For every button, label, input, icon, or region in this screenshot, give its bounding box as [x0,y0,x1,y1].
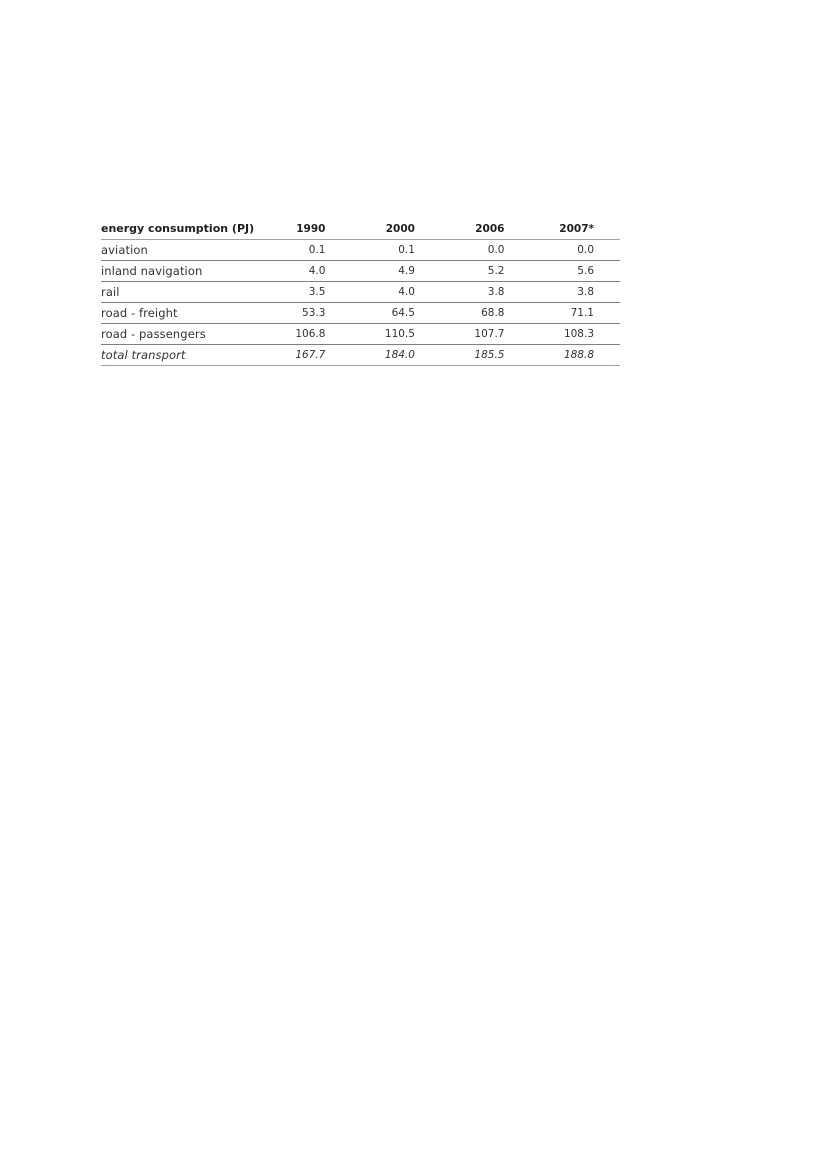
table-row [101,261,620,282]
row-value: 107.7 [441,324,531,345]
row-label: road - passengers [101,324,262,345]
row-value: 110.5 [351,324,441,345]
row-value: 3.8 [441,282,531,303]
row-value: 5.2 [441,261,531,282]
total-label: total transport [101,345,262,366]
row-label: aviation [101,240,262,261]
total-value: 185.5 [441,345,531,366]
row-value: 5.6 [530,261,620,282]
row-value: 71.1 [530,303,620,324]
row-value: 4.0 [351,282,441,303]
header-label: energy consumption (PJ) [101,219,262,240]
header-year-2000: 2000 [351,219,441,240]
row-value: 3.8 [530,282,620,303]
header-year-2006: 2006 [441,219,531,240]
total-row [101,345,620,366]
row-value: 108.3 [530,324,620,345]
table-row [101,324,620,345]
row-value: 0.1 [351,240,441,261]
row-value: 0.0 [530,240,620,261]
row-value: 4.9 [351,261,441,282]
total-value: 184.0 [351,345,441,366]
row-label: road - freight [101,303,262,324]
row-value: 106.8 [262,324,352,345]
row-value: 53.3 [262,303,352,324]
row-value: 0.0 [441,240,531,261]
total-value: 167.7 [262,345,352,366]
row-label: inland navigation [101,261,262,282]
total-value: 188.8 [530,345,620,366]
row-value: 0.1 [262,240,352,261]
table-row [101,303,620,324]
row-value: 3.5 [262,282,352,303]
table-row [101,282,620,303]
header-year-2007: 2007* [530,219,620,240]
row-value: 4.0 [262,261,352,282]
table-row [101,240,620,261]
row-value: 68.8 [441,303,531,324]
header-year-1990: 1990 [262,219,352,240]
row-label: rail [101,282,262,303]
row-value: 64.5 [351,303,441,324]
energy-consumption-table [101,219,620,366]
table-header-row [101,219,620,240]
